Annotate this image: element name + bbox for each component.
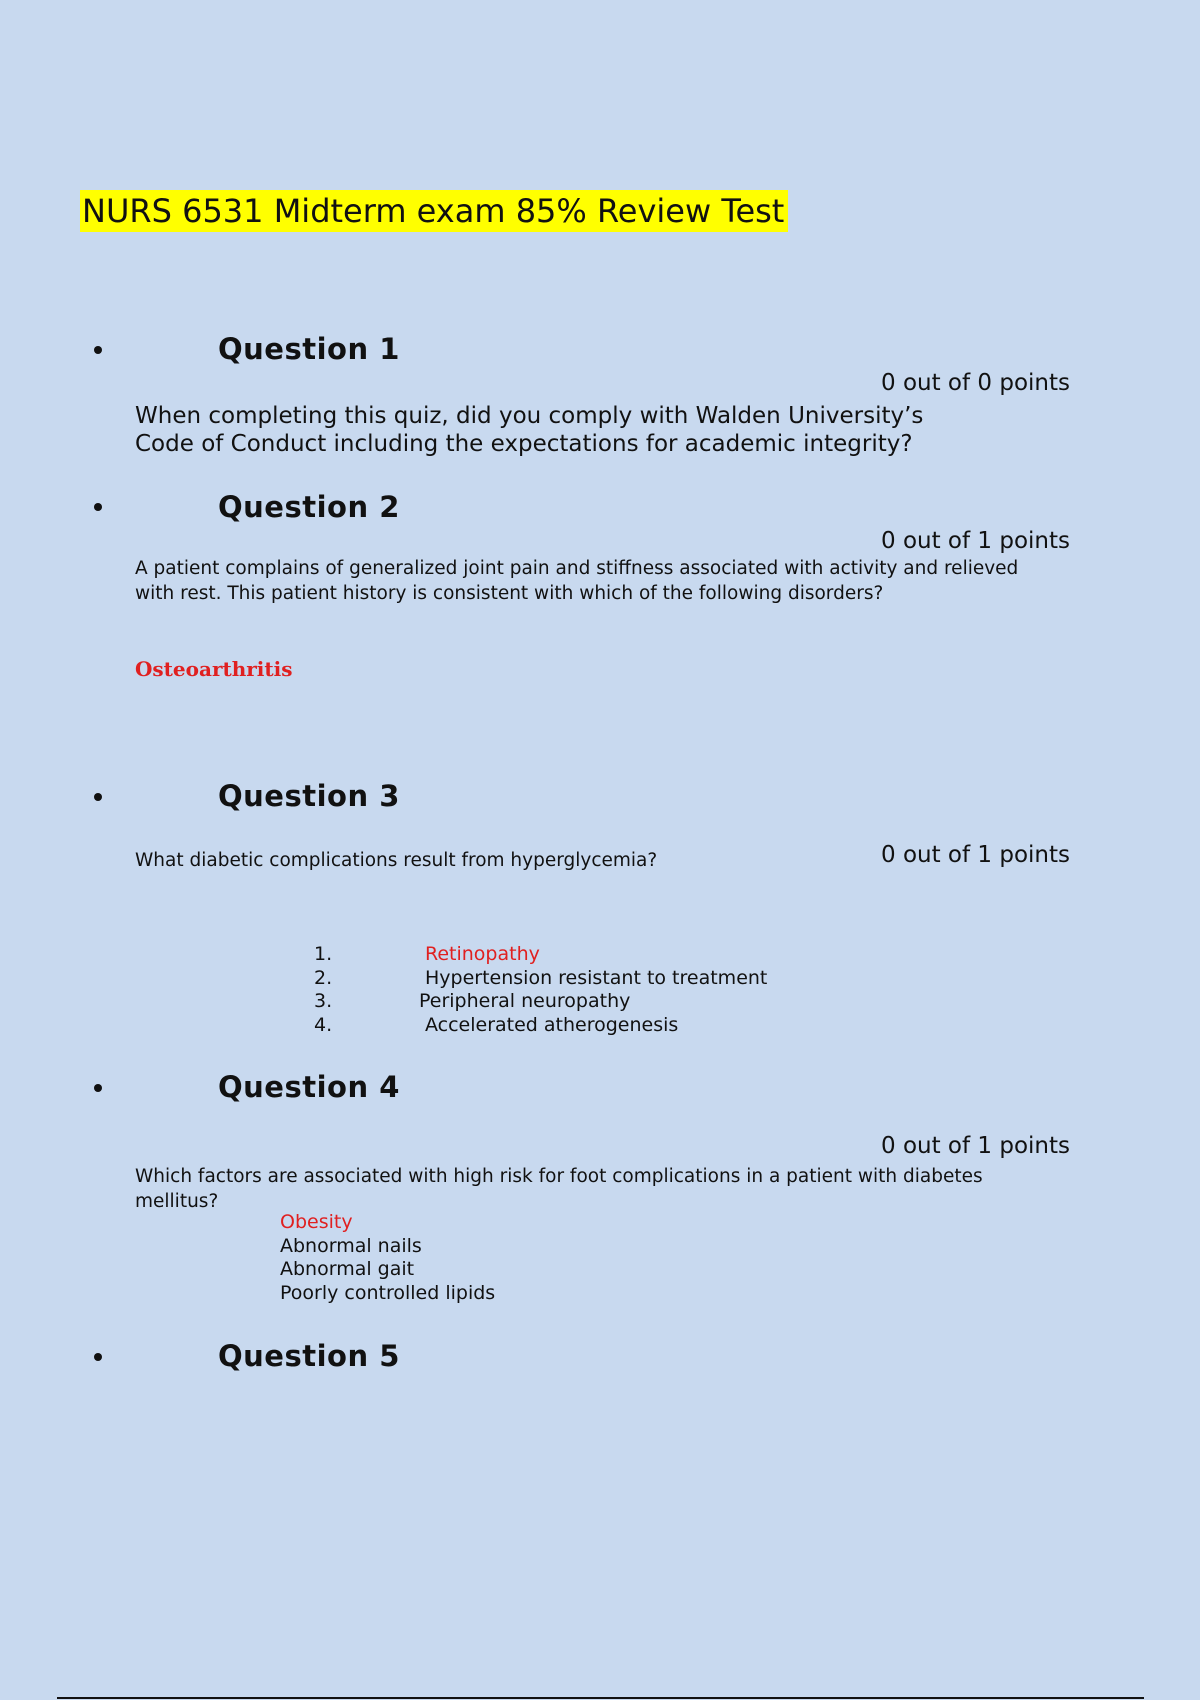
list-item: Poorly controlled lipids (280, 1281, 496, 1304)
question-4-options (280, 1211, 495, 1305)
bullet-icon (94, 503, 102, 511)
question-3-heading: Question 3 (218, 779, 400, 813)
question-1-text: When completing this quiz, did you comply with Walden University’s Code of Conduct including the expectations for academic integrity? (135, 403, 924, 457)
list-item (314, 1014, 767, 1038)
question-1-points: 0 out of 0 points (881, 370, 1070, 396)
option-number: 3. (314, 990, 333, 1012)
option-label: Accelerated atherogenesis (425, 1013, 679, 1036)
bullet-icon (94, 1353, 102, 1361)
question-5-heading: Question 5 (218, 1339, 400, 1373)
option-label-correct: Retinopathy (425, 943, 540, 965)
list-item (314, 943, 767, 967)
list-item: Abnormal nails (280, 1234, 422, 1257)
question-1-heading: Question 1 (218, 332, 400, 366)
option-number: 1. (314, 943, 333, 965)
question-3-points: 0 out of 1 points (881, 842, 1070, 868)
page-bottom-rule (57, 1697, 1144, 1699)
question-2-answer: Osteoarthritis (135, 657, 293, 681)
question-4-points: 0 out of 1 points (881, 1133, 1070, 1159)
question-4-heading: Question 4 (218, 1070, 400, 1104)
bullet-icon (94, 346, 102, 354)
option-number: 2. (314, 966, 333, 989)
bullet-icon (94, 1084, 102, 1092)
question-2-text: A patient complains of generalized joint pain and stiffness associated with activity and relieved with rest. This patient history is consistent with which of the following disorders? (135, 558, 1019, 604)
option-label: Hypertension resistant to treatment (425, 966, 768, 989)
list-item-correct: Obesity (280, 1211, 353, 1233)
list-item (314, 967, 767, 991)
document-title: NURS 6531 Midterm exam 85% Review Test (80, 190, 788, 232)
option-number: 4. (314, 1013, 333, 1036)
question-3-text: What diabetic complications result from hyperglycemia? (135, 850, 658, 871)
option-label: Peripheral neuropathy (419, 990, 631, 1012)
question-2-heading: Question 2 (218, 490, 400, 524)
list-item (314, 990, 767, 1014)
question-3-options (314, 943, 767, 1037)
question-4-text: Which factors are associated with high risk for foot complications in a patient with diabetes mellitus? (135, 1166, 983, 1212)
list-item: Abnormal gait (280, 1258, 415, 1280)
bullet-icon (94, 793, 102, 801)
question-2-points: 0 out of 1 points (881, 528, 1070, 554)
